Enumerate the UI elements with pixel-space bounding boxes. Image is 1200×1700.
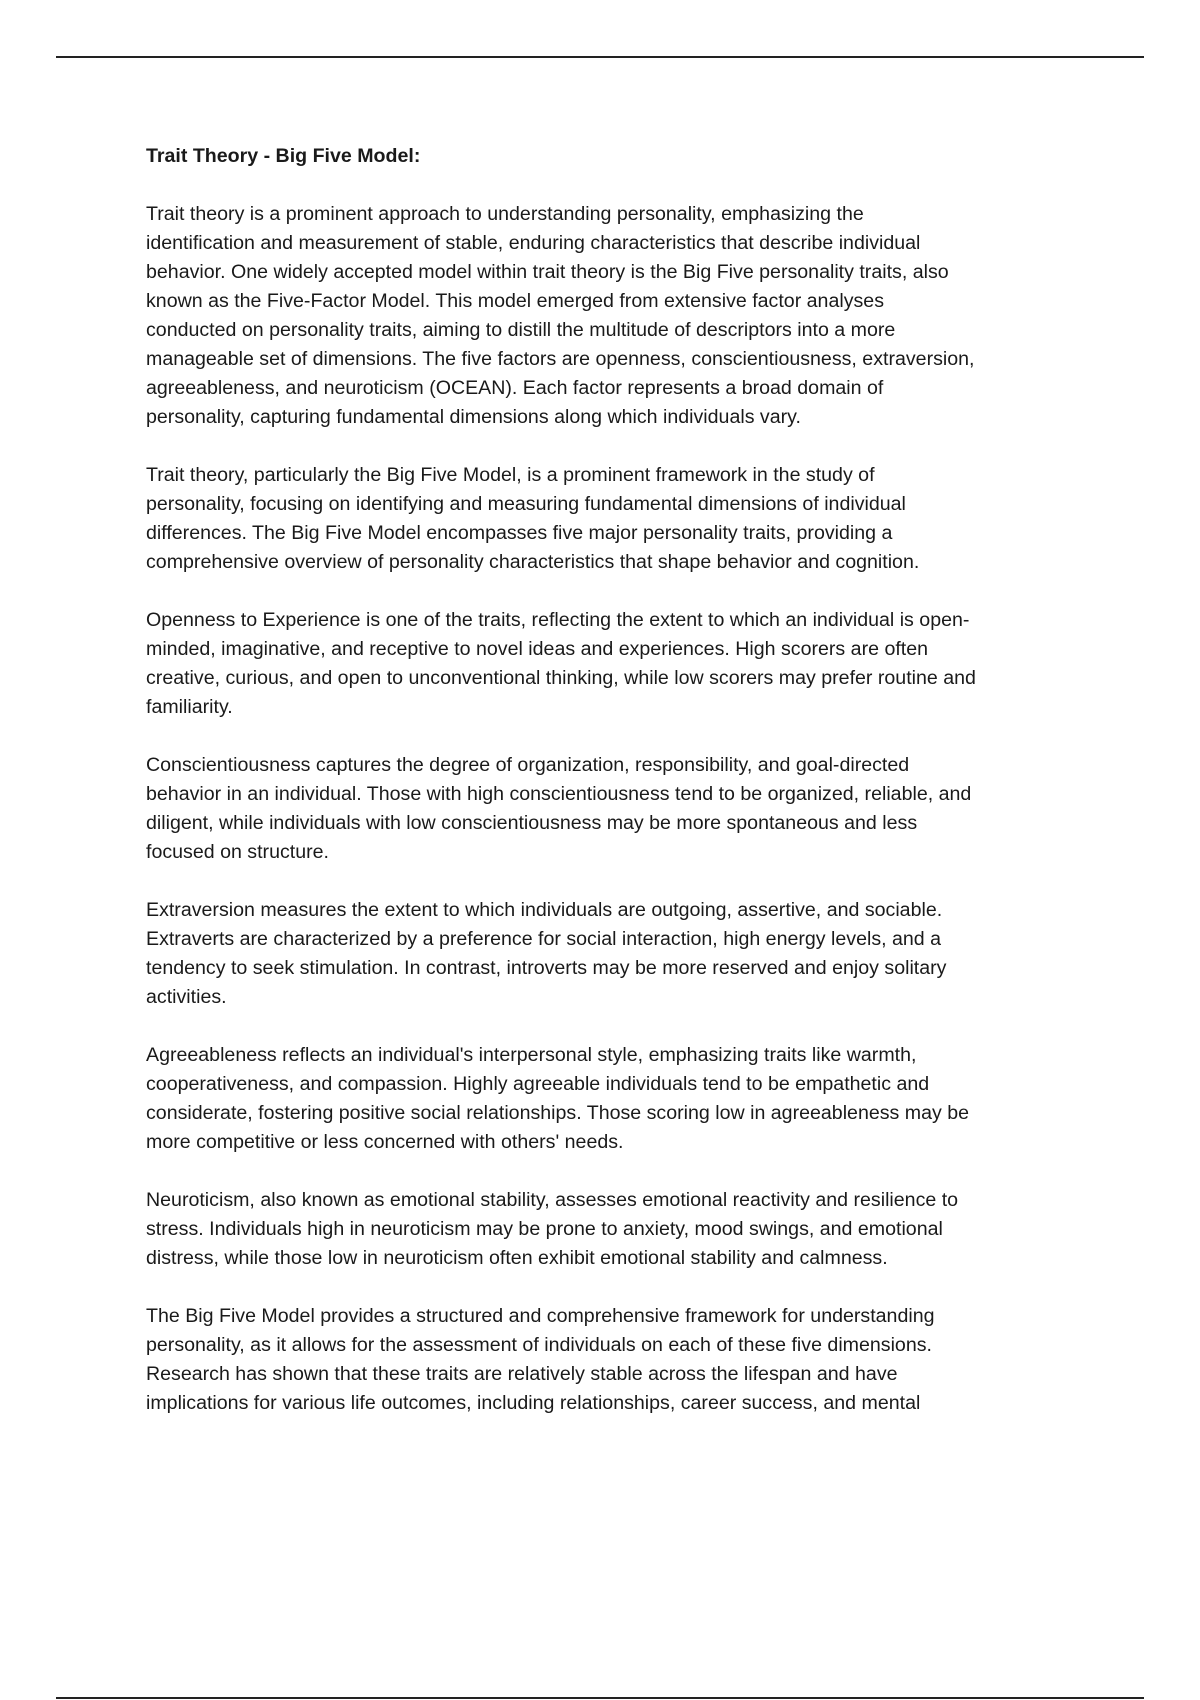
paragraph — [146, 200, 1086, 432]
text-line: Conscientiousness captures the degree of organization, responsibility, and goal-directed — [146, 754, 910, 776]
text-line: distress, while those low in neuroticism often exhibit emotional stability and calmness. — [146, 1247, 888, 1269]
text-line: Trait theory is a prominent approach to understanding personality, emphasizing the — [146, 203, 864, 225]
text-line: The Big Five Model provides a structured and comprehensive framework for understanding — [146, 1305, 935, 1327]
text-line: Extraversion measures the extent to which individuals are outgoing, assertive, and sociable. — [146, 899, 943, 921]
paragraph — [146, 751, 1086, 867]
bottom-rule — [56, 1697, 1144, 1699]
text-line: considerate, fostering positive social relationships. Those scoring low in agreeableness may be — [146, 1102, 970, 1124]
text-line: agreeableness, and neuroticism (OCEAN). Each factor represents a broad domain of — [146, 377, 884, 399]
text-line: more competitive or less concerned with others' needs. — [146, 1131, 624, 1153]
text-line: personality, capturing fundamental dimensions along which individuals vary. — [146, 406, 801, 428]
paragraph — [146, 461, 1086, 577]
text-line: familiarity. — [146, 696, 233, 718]
paragraph — [146, 1302, 1086, 1418]
text-line: minded, imaginative, and receptive to novel ideas and experiences. High scorers are often — [146, 638, 929, 660]
text-line: Openness to Experience is one of the traits, reflecting the extent to which an individual is open- — [146, 609, 970, 631]
text-line: implications for various life outcomes, including relationships, career success, and mental — [146, 1392, 921, 1414]
text-line: comprehensive overview of personality characteristics that shape behavior and cognition. — [146, 551, 920, 573]
text-line: tendency to seek stimulation. In contrast, introverts may be more reserved and enjoy solitary — [146, 957, 947, 979]
paragraph — [146, 896, 1086, 1012]
text-line: identification and measurement of stable, enduring characteristics that describe individual — [146, 232, 921, 254]
text-line: Neuroticism, also known as emotional stability, assesses emotional reactivity and resilience to — [146, 1189, 959, 1211]
paragraph — [146, 606, 1086, 722]
top-rule — [56, 56, 1144, 58]
text-line: Research has shown that these traits are relatively stable across the lifespan and have — [146, 1363, 898, 1385]
text-line: manageable set of dimensions. The five factors are openness, conscientiousness, extraversion, — [146, 348, 975, 370]
paragraph — [146, 1041, 1086, 1157]
text-line: differences. The Big Five Model encompasses five major personality traits, providing a — [146, 522, 893, 544]
document-body — [146, 142, 1086, 1447]
text-line: cooperativeness, and compassion. Highly agreeable individuals tend to be empathetic and — [146, 1073, 930, 1095]
text-line: personality, focusing on identifying and measuring fundamental dimensions of individual — [146, 493, 906, 515]
text-line: behavior. One widely accepted model within trait theory is the Big Five personality traits, also — [146, 261, 949, 283]
document-heading: Trait Theory - Big Five Model: — [146, 145, 421, 167]
text-line: creative, curious, and open to unconventional thinking, while low scorers may prefer routine and — [146, 667, 976, 689]
text-line: Agreeableness reflects an individual's interpersonal style, emphasizing traits like warmth, — [146, 1044, 917, 1066]
text-line: Extraverts are characterized by a preference for social interaction, high energy levels, and a — [146, 928, 942, 950]
text-line: stress. Individuals high in neuroticism may be prone to anxiety, mood swings, and emotional — [146, 1218, 943, 1240]
text-line: behavior in an individual. Those with high conscientiousness tend to be organized, reliable, and — [146, 783, 972, 805]
text-line: Trait theory, particularly the Big Five Model, is a prominent framework in the study of — [146, 464, 875, 486]
text-line: activities. — [146, 986, 227, 1008]
paragraph — [146, 1186, 1086, 1273]
text-line: conducted on personality traits, aiming to distill the multitude of descriptors into a more — [146, 319, 896, 341]
text-line: personality, as it allows for the assessment of individuals on each of these five dimensions. — [146, 1334, 932, 1356]
text-line: focused on structure. — [146, 841, 329, 863]
text-line: diligent, while individuals with low conscientiousness may be more spontaneous and less — [146, 812, 918, 834]
text-line: known as the Five-Factor Model. This model emerged from extensive factor analyses — [146, 290, 884, 312]
